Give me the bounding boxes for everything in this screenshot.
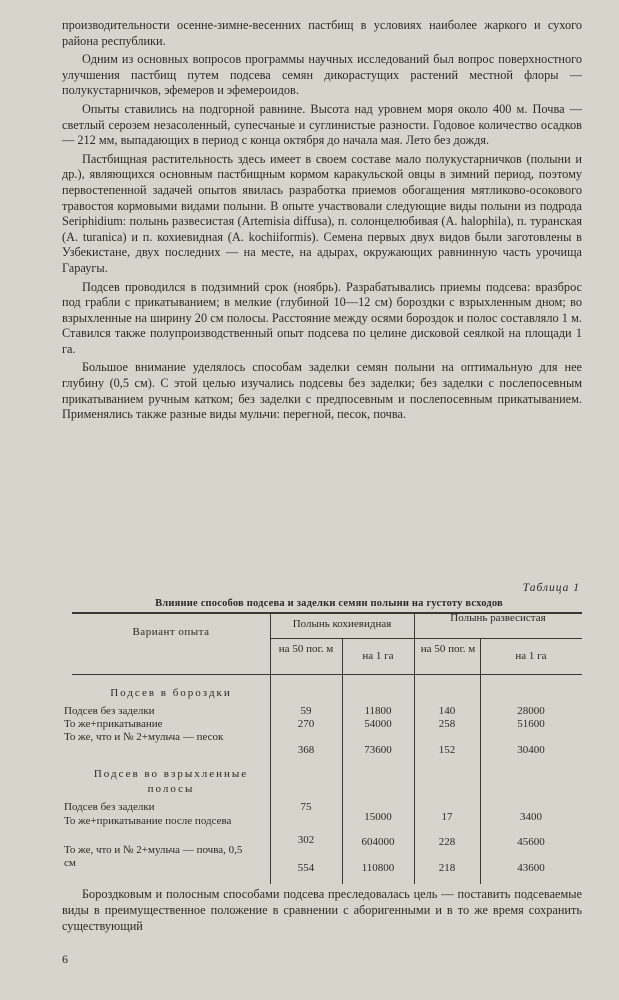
header-group-a: Полынь кохиевидная — [292, 618, 392, 630]
row-2-a1: 270 — [297, 718, 315, 730]
row-2-a2: 54000 — [364, 718, 392, 730]
header-a2: на 1 га — [362, 650, 394, 662]
header-b1: на 50 пог. м — [420, 643, 476, 655]
table-head-rule — [72, 674, 582, 675]
row-4-b1: 17 — [441, 811, 453, 823]
row-6-a1: 554 — [297, 862, 315, 874]
row-4-a1: 75 — [300, 801, 312, 813]
row-5-b2: 45600 — [517, 836, 545, 848]
row-4-a2: 15000 — [364, 811, 392, 823]
row-3-b2: 30400 — [517, 744, 545, 756]
paragraph-1: производительности осенне-зимне-весенних пастбищ в условиях наиболее жаркого и сухого района республики. — [62, 18, 582, 48]
paragraph-6: Большое внимание уделялось способам заделки семян полыни на оптимальную для нее глубину (0,5 см). С этой целью изучались подсевы без заделки; без заделки с послепосевным прикатыванием ручным катком; без заделки с предпосевным и послепосевным прикатыванием. Применялись также разные виды мульчи: перегной, песок, почва. — [62, 360, 582, 422]
paragraph-4: Пастбищная растительность здесь имеет в своем составе мало полукустарничков (полыни и др.), являющихся основным пастбищным кормом каракульской овцы в зимний период, поэтому первостепенной задачей опытов явилась разработка приемов обогащения мятликово-осокового травостоя кормовыми видами полыни. В опыте участвовали следующие виды полыни из подрода Seriphidium: полынь развесистая (Artemisia diffusa), п. солонцелюбивая (A. halophila), п. туранская (A. turanica) и п. кохиевидная (A. kochiiformis). Семена первых двух видов были заготовлены в Узбекистане, двух последних — на месте, на адырах, окружающих равнинную часть урочища Гараугы. — [62, 151, 582, 275]
table-title: Влияние способов подсева и заделки семян полыни на густоту всходов — [155, 598, 503, 609]
paragraph-3: Опыты ставились на подгорной равнине. Высота над уровнем моря около 400 м. Почва — светлый серозем незасоленный, супесчаные и суглинистые разности. Годовое количество осадков — 212 мм, выпадающих в период с конца октября до начала мая. Лето без дождя. — [62, 101, 582, 148]
row-5-a2: 604000 — [361, 836, 395, 848]
closing-paragraph: Бороздковым и полосным способами подсева преследовалась цель — поставить подсеваемые виды в преимущественное положение в сравнении с аборигенными и в то же время сохранить существующий — [62, 887, 582, 933]
row-5-b1: 228 — [438, 836, 456, 848]
row-1-a1: 59 — [300, 705, 312, 717]
row-1-a2: 11800 — [364, 705, 392, 717]
row-3-a1: 368 — [297, 744, 315, 756]
row-2-label: То же+прикатывание — [64, 718, 163, 730]
header-group-b: Полынь развесистая — [450, 612, 546, 624]
row-3-b1: 152 — [438, 744, 456, 756]
row-2-b1: 258 — [438, 718, 456, 730]
row-2-b2: 51600 — [517, 718, 545, 730]
header-b2: на 1 га — [515, 650, 547, 662]
section-title-2: Подсев во взрыхленные полосы — [93, 768, 249, 795]
paragraph-2: Одним из основных вопросов программы научных исследований был вопрос поверхностного улучшения пастбищ путем подсева семян дикорастущих растений местной флоры — полукустарничков, эфемеров и эфемероидов. — [62, 52, 582, 98]
row-5-label: То же+прикатывание после подсева — [64, 815, 232, 827]
row-1-b2: 28000 — [517, 705, 545, 717]
header-a1: на 50 пог. м — [278, 643, 334, 655]
data-table — [64, 612, 582, 884]
row-5-a1: 302 — [297, 834, 315, 846]
page-number: 6 — [62, 952, 68, 966]
table-number: Таблица 1 — [522, 582, 580, 594]
table-subhead-rule — [270, 638, 582, 639]
row-6-b2: 43600 — [517, 862, 545, 874]
row-3-label: То же, что и № 2+мульча — песок — [64, 731, 224, 743]
row-6-label: То же, что и № 2+мульча — почва, 0,5 см — [64, 844, 243, 869]
row-6-a2: 110800 — [361, 862, 395, 874]
row-3-a2: 73600 — [364, 744, 392, 756]
row-4-b2: 3400 — [520, 811, 542, 823]
row-6-b1: 218 — [438, 862, 456, 874]
row-1-b1: 140 — [438, 705, 456, 717]
body-text — [62, 18, 582, 426]
paragraph-5: Подсев проводился в подзимний срок (ноябрь). Разрабатывались приемы подсева: вразброс под грабли с прикатыванием; в мелкие (глубиной 10—12 см) бороздки с взрыхленным дном; во взрыхленные на ширину 20 см полосы. Расстояние между осями бороздок и полос составляло 1 м. Ставился также полупроизводственный опыт подсева по целине дисковой сеялкой на площади 1 га. — [62, 279, 582, 356]
row-1-label: Подсев без заделки — [64, 705, 155, 717]
section-title-1: Подсев в бороздки — [110, 687, 232, 699]
header-variant: Вариант опыта — [132, 626, 210, 638]
row-4-label: Подсев без заделки — [64, 801, 155, 813]
